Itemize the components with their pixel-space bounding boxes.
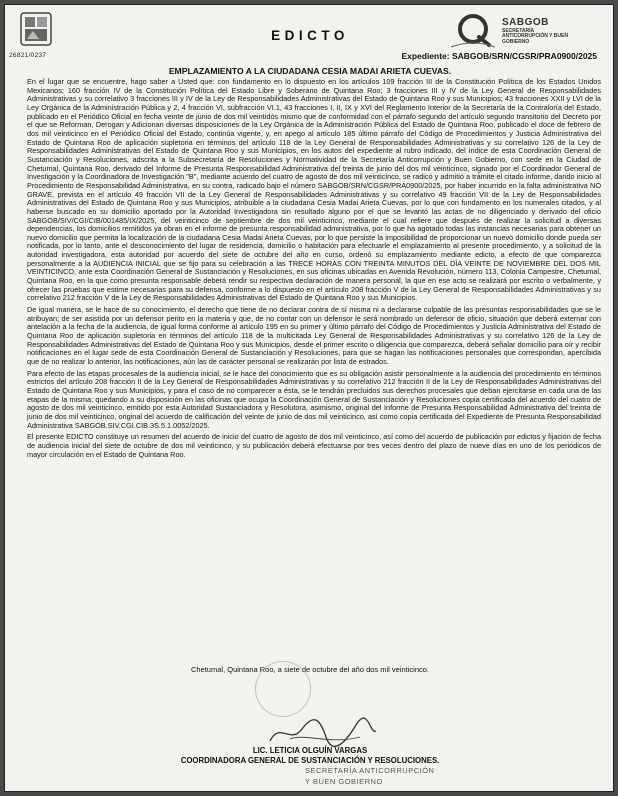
edicto-document bbox=[4, 4, 614, 792]
seal-code: 26821/0237 bbox=[9, 52, 47, 59]
official-stamp bbox=[255, 661, 311, 717]
signature-block bbox=[5, 665, 614, 786]
document-header bbox=[5, 5, 614, 65]
document-body bbox=[27, 78, 601, 462]
agency-name: SABGOB bbox=[502, 17, 549, 28]
place-date: Chetumal, Quintana Roo, a siete de octubre del año dos mil veinticinco. bbox=[190, 665, 430, 674]
stamp-text: SECRETARÍA ANTICORRUPCIÓN bbox=[305, 766, 435, 775]
agency-subtitle: SECRETARÍA ANTICORRUPCIÓN Y BUEN GOBIERNO bbox=[502, 28, 568, 45]
expediente-number: Expediente: SABGOB/SRN/CGSR/PRA0900/2025 bbox=[401, 51, 597, 61]
signer-title: COORDINADORA GENERAL DE SUSTANCIACIÓN Y RESOLUCIONES. bbox=[180, 756, 440, 765]
paragraph-hearing-stages: Para efecto de las etapas procesales de la audiencia inicial, se le hace del conocimiento que es su obligación asistir personalmente a la audiencia del procedimiento en términos estrictos del artículo 208 fracción II de la Ley General de Responsabilidades Administrativas y su correlativo 212 fracción II de la Ley de Responsabilidades Administrativas del Estado de Quintana Roo y sus Municipios, y para el caso de no comparecer a ésta, se le tendrán precluidos sus derechos procesales que deban ejercitarse en cada una de las etapas de la misma; quedando a su disposición en las oficinas que ocupa la Coordinación General de Sustanciación y Resoluciones copia certificada del acuerdo del cuatro de agosto de dos mil veinticinco, emitido por esta Autoridad Sustanciadora y Resolutora, asimismo, original del Informe de Presunta Responsabilidad Administrativa del treinta de junio de dos mil veinticinco, original del acuerdo de calificación del veinte de junio de dos mil veinticinco, así como copia certificada del Expediente de Presunta Responsabilidad Administrativa SABGOB.SIV.CGI.CIB.3S.5.1.0052/2025. bbox=[27, 368, 601, 430]
paragraph-rights: De igual manera, se le hace de su conocimiento, el derecho que tiene de no declarar contra de sí misma ni a declararse culpable de las presuntas responsabilidades que se le atribuyan; de ser asistida por un defensor perito en la materia y que, de no contar con un defensor le será nombrado un defensor de oficio, situación que deberá externar con antelación a la fecha de la audiencia, de igual forma conforme al artículo 195 en su primer y último párrafo del Código de Procedimientos y Justicia Administrativa del Estado de Quintana Roo de aplicación supletoria en términos del artículo 118 de la multicitada Ley General de Responsabilidades Administrativas y su correlativo 126 de la Ley de Responsabilidades Administrativas del Estado de Quintana Roo y sus Municipios, desde el primer escrito o diligencia que comparezca, deberá señalar domicilio para oír y recibir notificaciones en el lugar sede de esta Coordinación General de Sustanciación y Resoluciones, para que se hagan las notificaciones personales que correspondan, apercibida que de no realizar lo anterior, las notificaciones, aún las de carácter personal se realizarán por lista de estrados. bbox=[27, 305, 601, 366]
addressee-heading: EMPLAZAMIENTO A LA CIUDADANA CESIA MADAI ARIETA CUEVAS. bbox=[168, 66, 452, 76]
document-title: EDICTO bbox=[271, 28, 349, 43]
paragraph-publication: El presente EDICTO constituye un resumen del acuerdo de inicio del cuatro de agosto de dos mil veinticinco, así como del acuerdo de publicación por edictos y fijación de fecha de audiencia inicial del siete de octubre de dos mil veinticinco, y su publicación deberá efectuarse por tres veces dentro del plazo de nueve días en uno de los periódicos de mayor circulación en el Estado de Quintana Roo. bbox=[27, 432, 601, 459]
paragraph-summons: En el lugar que se encuentre, hago saber a Usted que: con fundamento en lo dispuesto en los artículos 109 fracción III de la Constitución Política de los Estados Unidos Mexicanos; 160 fracción IV de la Constitución Política del Estado Libre y Soberano de Quintana Roo; 3 fracciones III y IV de la Ley General de Responsabilidades Administrativas y su correlativo 3 fracciones III y IV de la Ley de Responsabilidades Administrativas del Estado de Quintana Roo y sus Municipios; 43 fracciones XXII y LVI de la Ley Orgánica de la Administración Pública y 2, 4 fracción VI, subfracción VI.1, 43 fracciones I, II, IX y XVI del Reglamento Interior de la Secretaría de la Contraloría del Estado, publicado en el Periódico Oficial en fecha veinte de junio de dos mil veintidós mismo que de conformidad con el párrafo segundo del artículo segundo transitorio del Decreto por el que se Reforman, Derogan y Adicionan diversas disposiciones de la Ley Orgánica de la Administración Pública del Estado de Quintana Roo, publicado el doce de febrero de dos mil veinticinco en el Periódico Oficial del Estado, continúa vigente, y, en apego al artículo 185 último párrafo del Código de Procedimientos y Justicia Administrativa del Estado de Quintana Roo de aplicación supletoria en términos del artículo 118 de la Ley General de Responsabilidades Administrativas y su correlativo 126 de la Ley de Responsabilidades Administrativas del Estado de Quintana Roo y sus Municipios, en los autos del expediente al rubro indicado, del índice de esta Coordinación General de Sustanciación y Resoluciones, adscrita a la Subsecretaría de Resoluciones y Normatividad de la Secretaría Anticorrupción y Buen Gobierno, con sede en la Ciudad de Chetumal, Quintana Roo, derivado del Informe de Presunta Responsabilidad Administrativa del treinta de junio del dos mil veinticinco, signado por el Coordinador General de Investigación y la Coordinadora de Investigación "B", mediante acuerdo del cuatro de agosto de dos mil veinticinco, se radicó y admitió a trámite el citado informe, dando inicio al Procedimiento de Responsabilidad Administrativa, en su contra, radicado bajo el número SABGOB/SRN/CGSR/PRA0900/2025, por haber incurrido en la falta administrativa NO GRAVE, prevista en el artículo 49 fracción VII de la Ley General de Responsabilidades Administrativas y su correlativo 49 fracción VII de la Ley de Responsabilidades Administrativas del Estado de Quintana Roo y sus Municipios, atribuible a la ciudadana Cesia Madai Arieta Cuevas, por lo que con fundamento en los numerales citados, y al haberse buscado en su domicilio aportado por la Autoridad Investigadora sin resultado alguno por el que se levantó las actas de no diligenciado y derivado del oficio SABGOB/SIV/CGI/CIB/001485/IX/2025, del veinticinco de septiembre de dos mil veinticinco, mediante el cual refiere que después de realizar la solicitud a diversas dependencias, los domicilios remitidos ya obran en el informe de presunta responsabilidad administrativa, por lo que ha agotado todas las instancias necesarias para obtener un nuevo domicilio que permita la localización de la ciudadana Cesia Madai Arieta Cuevas, por lo que persiste la imposibilidad de proporcionar un nuevo domicilio donde pueda ser notificada, por lo tanto, ante el desconocimiento del lugar de residencia, domicilio o habitación para efectuarle el emplazamiento al presente procedimiento, y a solicitud de la autoridad investigadora, esta autoridad por acuerdo del siete de octubre del año en curso, ordenó su emplazamiento mediante edicto, a efecto de que comparezca personalmente a la AUDIENCIA INICIAL que se fijo para su celebración a las TRECE HORAS CON TREINTA MINUTOS DEL DÍA VEINTE DE NOVIEMBRE DEL DOS MIL VEINTICINCO, ante esta Coordinación General de Sustanciación y Resoluciones, en sus oficinas ubicadas en Avenida Revolución, número 113, Colonia Campestre, Chetumal, Quintana Roo, en la que como presunta responsable deberá rendir su respectiva declaración de manera personal, la que en ese acto se realizará por escrito o verbalmente, y ofrecer las pruebas que estime necesarias para su defensa, conforme a lo dispuesto en el artículo 208 fracción V de la Ley General de Responsabilidades Administrativas y su correlativo 212 fracción V de la Ley de Responsabilidades Administrativas del Estado de Quintana Roo y sus Municipios. bbox=[27, 77, 601, 303]
agency-logo-icon bbox=[449, 13, 497, 49]
signer-name: LIC. LETICIA OLGUÍN VARGAS bbox=[252, 746, 368, 755]
stamp-text: Y BUEN GOBIERNO bbox=[305, 777, 383, 786]
